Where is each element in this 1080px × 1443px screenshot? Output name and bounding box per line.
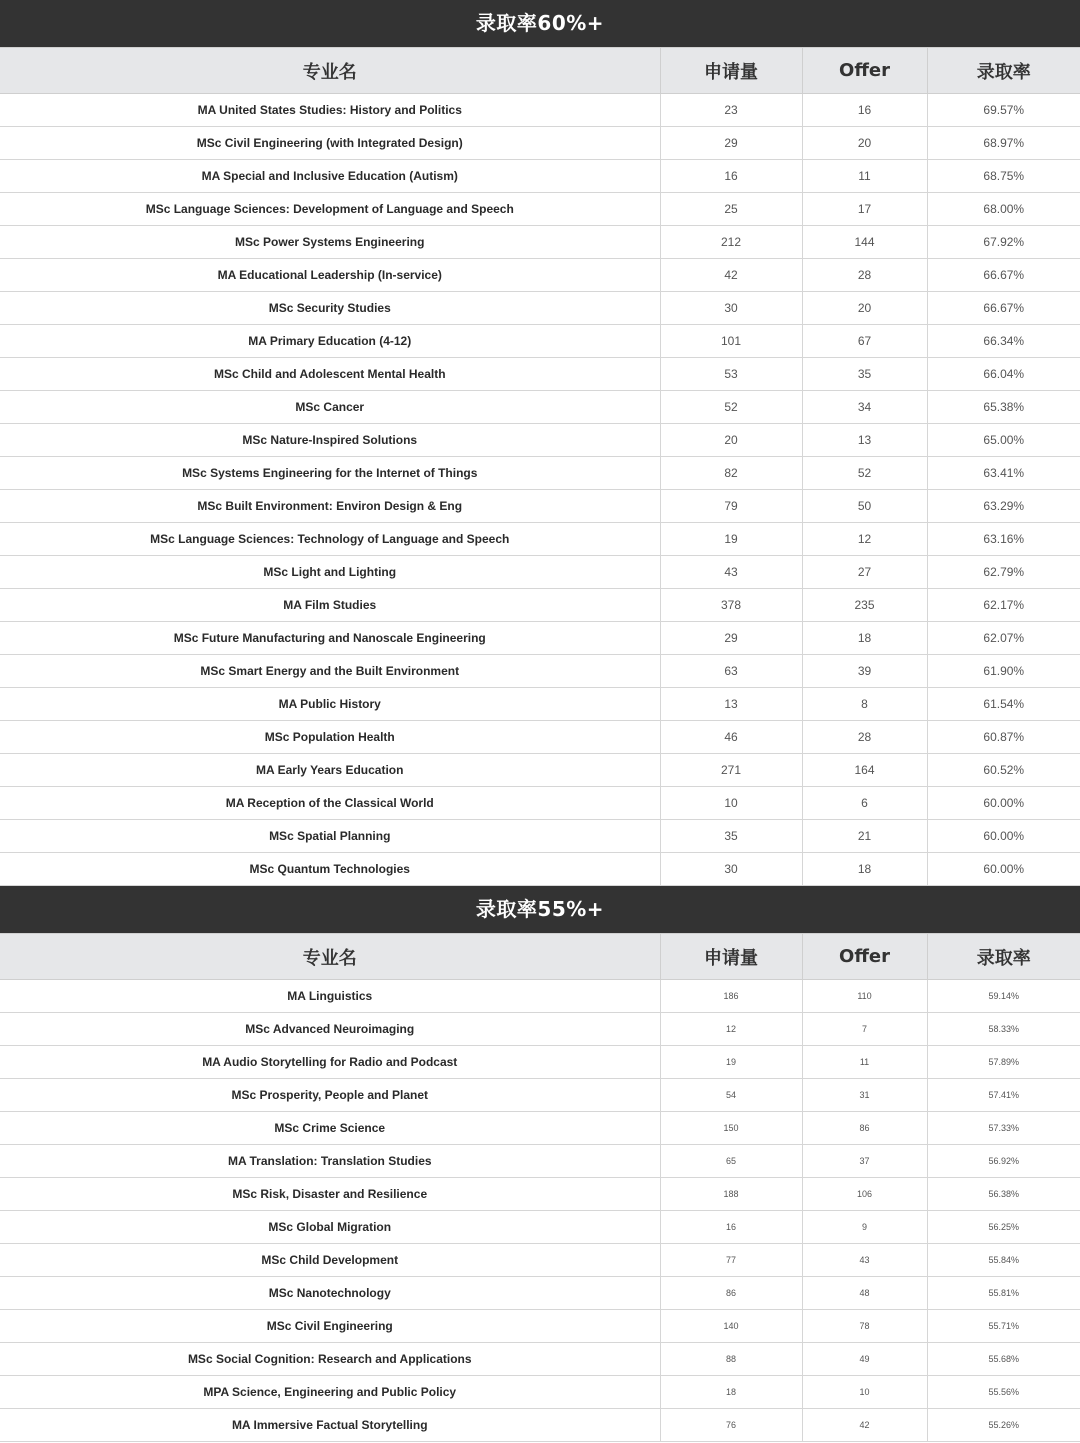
program-name-cell: MA Early Years Education [0, 754, 660, 787]
program-name-cell: MSc Spatial Planning [0, 820, 660, 853]
rate-cell: 65.38% [927, 391, 1080, 424]
applications-cell: 76 [660, 1409, 802, 1442]
rate-cell: 60.00% [927, 853, 1080, 886]
table-row [0, 325, 1080, 358]
applications-cell: 43 [660, 556, 802, 589]
applications-cell: 18 [660, 1376, 802, 1409]
rate-cell: 60.52% [927, 754, 1080, 787]
table-row [0, 787, 1080, 820]
applications-cell: 16 [660, 1211, 802, 1244]
offer-cell: 28 [802, 721, 927, 754]
table-row [0, 523, 1080, 556]
table-row [0, 1046, 1080, 1079]
table-row [0, 292, 1080, 325]
offer-cell: 13 [802, 424, 927, 457]
applications-cell: 20 [660, 424, 802, 457]
applications-cell: 88 [660, 1343, 802, 1376]
applications-cell: 10 [660, 787, 802, 820]
rate-cell: 62.07% [927, 622, 1080, 655]
program-name-cell: MSc Security Studies [0, 292, 660, 325]
offer-cell: 8 [802, 688, 927, 721]
offer-cell: 35 [802, 358, 927, 391]
section-title: 录取率60%+ [0, 0, 1080, 48]
rate-cell: 57.33% [927, 1112, 1080, 1145]
program-name-cell: MA United States Studies: History and Politics [0, 94, 660, 127]
applications-cell: 188 [660, 1178, 802, 1211]
rate-cell: 58.33% [927, 1013, 1080, 1046]
rate-cell: 62.79% [927, 556, 1080, 589]
applications-cell: 19 [660, 523, 802, 556]
rate-cell: 63.29% [927, 490, 1080, 523]
program-name-cell: MSc Advanced Neuroimaging [0, 1013, 660, 1046]
rate-cell: 60.87% [927, 721, 1080, 754]
offer-cell: 17 [802, 193, 927, 226]
offer-cell: 43 [802, 1244, 927, 1277]
offer-cell: 11 [802, 1046, 927, 1079]
applications-cell: 63 [660, 655, 802, 688]
rate-cell: 55.84% [927, 1244, 1080, 1277]
program-name-cell: MPA Science, Engineering and Public Policy [0, 1376, 660, 1409]
column-header-program: 专业名 [0, 934, 660, 980]
table-row [0, 1145, 1080, 1178]
table-row [0, 1310, 1080, 1343]
table-row [0, 688, 1080, 721]
applications-cell: 79 [660, 490, 802, 523]
program-name-cell: MA Reception of the Classical World [0, 787, 660, 820]
offer-cell: 11 [802, 160, 927, 193]
program-name-cell: MSc Power Systems Engineering [0, 226, 660, 259]
rate-cell: 55.68% [927, 1343, 1080, 1376]
offer-cell: 20 [802, 292, 927, 325]
rate-cell: 68.00% [927, 193, 1080, 226]
offer-cell: 21 [802, 820, 927, 853]
program-name-cell: MA Primary Education (4-12) [0, 325, 660, 358]
table-row [0, 1343, 1080, 1376]
applications-cell: 186 [660, 980, 802, 1013]
program-name-cell: MA Linguistics [0, 980, 660, 1013]
offer-cell: 31 [802, 1079, 927, 1112]
offer-cell: 164 [802, 754, 927, 787]
table-row [0, 754, 1080, 787]
table-row [0, 193, 1080, 226]
program-name-cell: MSc Crime Science [0, 1112, 660, 1145]
offer-cell: 39 [802, 655, 927, 688]
applications-cell: 378 [660, 589, 802, 622]
applications-cell: 101 [660, 325, 802, 358]
table-row [0, 1211, 1080, 1244]
program-name-cell: MSc Language Sciences: Development of Language and Speech [0, 193, 660, 226]
program-name-cell: MSc Prosperity, People and Planet [0, 1079, 660, 1112]
applications-cell: 23 [660, 94, 802, 127]
rate-cell: 56.38% [927, 1178, 1080, 1211]
table-row [0, 457, 1080, 490]
offer-cell: 144 [802, 226, 927, 259]
table-row [0, 556, 1080, 589]
offer-cell: 67 [802, 325, 927, 358]
offer-cell: 235 [802, 589, 927, 622]
table-row [0, 424, 1080, 457]
table-row [0, 94, 1080, 127]
column-header-offer: Offer [802, 48, 927, 94]
program-name-cell: MA Public History [0, 688, 660, 721]
program-name-cell: MSc Nanotechnology [0, 1277, 660, 1310]
offer-cell: 16 [802, 94, 927, 127]
offer-cell: 52 [802, 457, 927, 490]
applications-cell: 77 [660, 1244, 802, 1277]
rate-cell: 63.16% [927, 523, 1080, 556]
rate-cell: 63.41% [927, 457, 1080, 490]
rate-cell: 55.56% [927, 1376, 1080, 1409]
column-header-applications: 申请量 [660, 934, 802, 980]
program-name-cell: MA Special and Inclusive Education (Autism) [0, 160, 660, 193]
table-row [0, 820, 1080, 853]
applications-cell: 46 [660, 721, 802, 754]
program-name-cell: MSc Language Sciences: Technology of Language and Speech [0, 523, 660, 556]
table-row [0, 127, 1080, 160]
table-row [0, 1079, 1080, 1112]
program-name-cell: MSc Population Health [0, 721, 660, 754]
program-name-cell: MA Educational Leadership (In-service) [0, 259, 660, 292]
section-title: 录取率55%+ [0, 886, 1080, 934]
applications-cell: 30 [660, 292, 802, 325]
program-name-cell: MA Translation: Translation Studies [0, 1145, 660, 1178]
offer-cell: 18 [802, 622, 927, 655]
offer-cell: 20 [802, 127, 927, 160]
table-row [0, 655, 1080, 688]
table-row [0, 1376, 1080, 1409]
offer-cell: 28 [802, 259, 927, 292]
rate-cell: 62.17% [927, 589, 1080, 622]
rate-cell: 67.92% [927, 226, 1080, 259]
applications-cell: 82 [660, 457, 802, 490]
applications-cell: 53 [660, 358, 802, 391]
rate-cell: 66.67% [927, 292, 1080, 325]
rate-cell: 61.54% [927, 688, 1080, 721]
applications-cell: 29 [660, 622, 802, 655]
table-row [0, 622, 1080, 655]
offer-cell: 42 [802, 1409, 927, 1442]
rate-cell: 66.04% [927, 358, 1080, 391]
program-name-cell: MA Immersive Factual Storytelling [0, 1409, 660, 1442]
program-name-cell: MSc Civil Engineering [0, 1310, 660, 1343]
program-name-cell: MSc Global Migration [0, 1211, 660, 1244]
applications-cell: 140 [660, 1310, 802, 1343]
offer-cell: 86 [802, 1112, 927, 1145]
program-name-cell: MA Audio Storytelling for Radio and Podcast [0, 1046, 660, 1079]
rate-cell: 56.25% [927, 1211, 1080, 1244]
table-row [0, 589, 1080, 622]
rate-cell: 68.75% [927, 160, 1080, 193]
admission-table [0, 934, 1080, 1442]
program-name-cell: MSc Child Development [0, 1244, 660, 1277]
header-row [0, 48, 1080, 94]
offer-cell: 49 [802, 1343, 927, 1376]
rate-cell: 68.97% [927, 127, 1080, 160]
column-header-offer: Offer [802, 934, 927, 980]
offer-cell: 48 [802, 1277, 927, 1310]
rate-cell: 61.90% [927, 655, 1080, 688]
offer-cell: 110 [802, 980, 927, 1013]
offer-cell: 6 [802, 787, 927, 820]
offer-cell: 12 [802, 523, 927, 556]
offer-cell: 10 [802, 1376, 927, 1409]
applications-cell: 19 [660, 1046, 802, 1079]
applications-cell: 12 [660, 1013, 802, 1046]
rate-cell: 57.89% [927, 1046, 1080, 1079]
table-row [0, 259, 1080, 292]
table-row [0, 358, 1080, 391]
offer-cell: 18 [802, 853, 927, 886]
applications-cell: 30 [660, 853, 802, 886]
program-name-cell: MSc Child and Adolescent Mental Health [0, 358, 660, 391]
offer-cell: 34 [802, 391, 927, 424]
program-name-cell: MA Film Studies [0, 589, 660, 622]
table-row [0, 853, 1080, 886]
rate-cell: 59.14% [927, 980, 1080, 1013]
admission-table [0, 48, 1080, 886]
program-name-cell: MSc Civil Engineering (with Integrated Design) [0, 127, 660, 160]
applications-cell: 54 [660, 1079, 802, 1112]
table-row [0, 160, 1080, 193]
column-header-rate: 录取率 [927, 48, 1080, 94]
table-row [0, 226, 1080, 259]
applications-cell: 42 [660, 259, 802, 292]
rate-cell: 55.81% [927, 1277, 1080, 1310]
table-row [0, 391, 1080, 424]
applications-cell: 65 [660, 1145, 802, 1178]
applications-cell: 35 [660, 820, 802, 853]
offer-cell: 27 [802, 556, 927, 589]
column-header-program: 专业名 [0, 48, 660, 94]
table-row [0, 490, 1080, 523]
table-row [0, 980, 1080, 1013]
rate-cell: 56.92% [927, 1145, 1080, 1178]
rate-cell: 65.00% [927, 424, 1080, 457]
program-name-cell: MSc Built Environment: Environ Design & Eng [0, 490, 660, 523]
table-row [0, 1277, 1080, 1310]
program-name-cell: MSc Smart Energy and the Built Environment [0, 655, 660, 688]
rate-cell: 57.41% [927, 1079, 1080, 1112]
table-row [0, 1409, 1080, 1442]
column-header-applications: 申请量 [660, 48, 802, 94]
table-row [0, 1013, 1080, 1046]
program-name-cell: MSc Cancer [0, 391, 660, 424]
table-section [0, 886, 1080, 1442]
rate-cell: 66.67% [927, 259, 1080, 292]
program-name-cell: MSc Quantum Technologies [0, 853, 660, 886]
rate-cell: 60.00% [927, 820, 1080, 853]
header-row [0, 934, 1080, 980]
column-header-rate: 录取率 [927, 934, 1080, 980]
rate-cell: 55.71% [927, 1310, 1080, 1343]
rate-cell: 66.34% [927, 325, 1080, 358]
program-name-cell: MSc Future Manufacturing and Nanoscale Engineering [0, 622, 660, 655]
offer-cell: 7 [802, 1013, 927, 1046]
applications-cell: 150 [660, 1112, 802, 1145]
table-row [0, 1112, 1080, 1145]
applications-cell: 16 [660, 160, 802, 193]
table-row [0, 721, 1080, 754]
program-name-cell: MSc Systems Engineering for the Internet of Things [0, 457, 660, 490]
rate-cell: 60.00% [927, 787, 1080, 820]
offer-cell: 106 [802, 1178, 927, 1211]
applications-cell: 271 [660, 754, 802, 787]
rate-cell: 55.26% [927, 1409, 1080, 1442]
rate-cell: 69.57% [927, 94, 1080, 127]
applications-cell: 25 [660, 193, 802, 226]
program-name-cell: MSc Light and Lighting [0, 556, 660, 589]
table-row [0, 1178, 1080, 1211]
applications-cell: 86 [660, 1277, 802, 1310]
applications-cell: 52 [660, 391, 802, 424]
program-name-cell: MSc Risk, Disaster and Resilience [0, 1178, 660, 1211]
offer-cell: 37 [802, 1145, 927, 1178]
table-row [0, 1244, 1080, 1277]
applications-cell: 212 [660, 226, 802, 259]
program-name-cell: MSc Social Cognition: Research and Applications [0, 1343, 660, 1376]
offer-cell: 78 [802, 1310, 927, 1343]
offer-cell: 50 [802, 490, 927, 523]
applications-cell: 29 [660, 127, 802, 160]
program-name-cell: MSc Nature-Inspired Solutions [0, 424, 660, 457]
offer-cell: 9 [802, 1211, 927, 1244]
applications-cell: 13 [660, 688, 802, 721]
